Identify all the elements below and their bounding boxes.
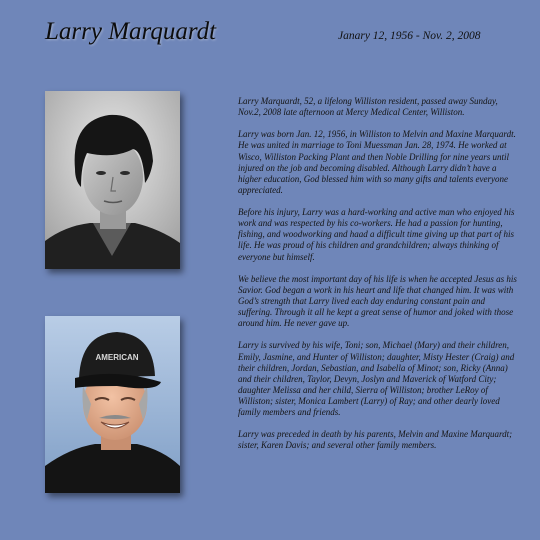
obituary-name-title: Larry Marquardt <box>45 18 217 45</box>
cap-text: AMERICAN <box>95 353 139 362</box>
adult-portrait-photo <box>45 316 180 493</box>
paragraph-announcement: Larry Marquardt, 52, a lifelong Williston resident, passed away Sunday, Nov.2, 2008 late afternoon at Mercy Medical Center, Williston. <box>238 96 498 118</box>
obituary-body <box>238 96 520 463</box>
life-dates: Janary 12, 1956 - Nov. 2, 2008 <box>338 30 481 42</box>
paragraph-survivors: Larry is survived by his wife, Toni; son, Michael (Mary) and their children, Emily, Jasmine, and Hunter of Williston; daughter, Misty Hester (Craig) and their children, Jordan, Sebastian, and Isabella of Minot; son, Ricky (Anna) and their children, Taylor, Devyn, Joslyn and Maverick of Watford City; daughter Melissa and her child, Sierra of Williston; brother LeRoy of Williston; sister, Monica Lambert (Larry) of Ray; and other dearly loved family members and friends. <box>238 340 515 417</box>
paragraph-preceded: Larry was preceded in death by his parents, Melvin and Maxine Marquardt; sister, Karen Davis; and several other family members. <box>238 429 513 451</box>
paragraph-character: Before his injury, Larry was a hard-working and active man who enjoyed his work and was respected by his co-workers. He had a passion for hunting, fishing, and woodworking and haad a difficult time giving up that part of his life. He was proud of his children and grandchildren; always thinking of everyone but himself. <box>238 207 515 262</box>
young-portrait-photo <box>45 91 180 269</box>
paragraph-faith: We believe the most important day of his life is when he accepted Jesus as his Savior. God began a work in his heart and life that changed him. It was with God’s strength that Larry lived each day enduring constant pain and suffering. Through it all he kept a great sense of humor and joked with those around him. He never gave up. <box>238 273 517 329</box>
paragraph-biography: Larry was born Jan. 12, 1956, in Williston to Melvin and Maxine Marquardt. He was united in marriage to Toni Muessman Jan. 28, 1974. He worked at Wisco, Williston Packing Plant and then Noble Drilling for nine years until injured on the job and becoming disabled. Although Larry didn’t have a higher education, God blessed him with so many gifts and talents everyone appreciated. <box>238 129 516 195</box>
